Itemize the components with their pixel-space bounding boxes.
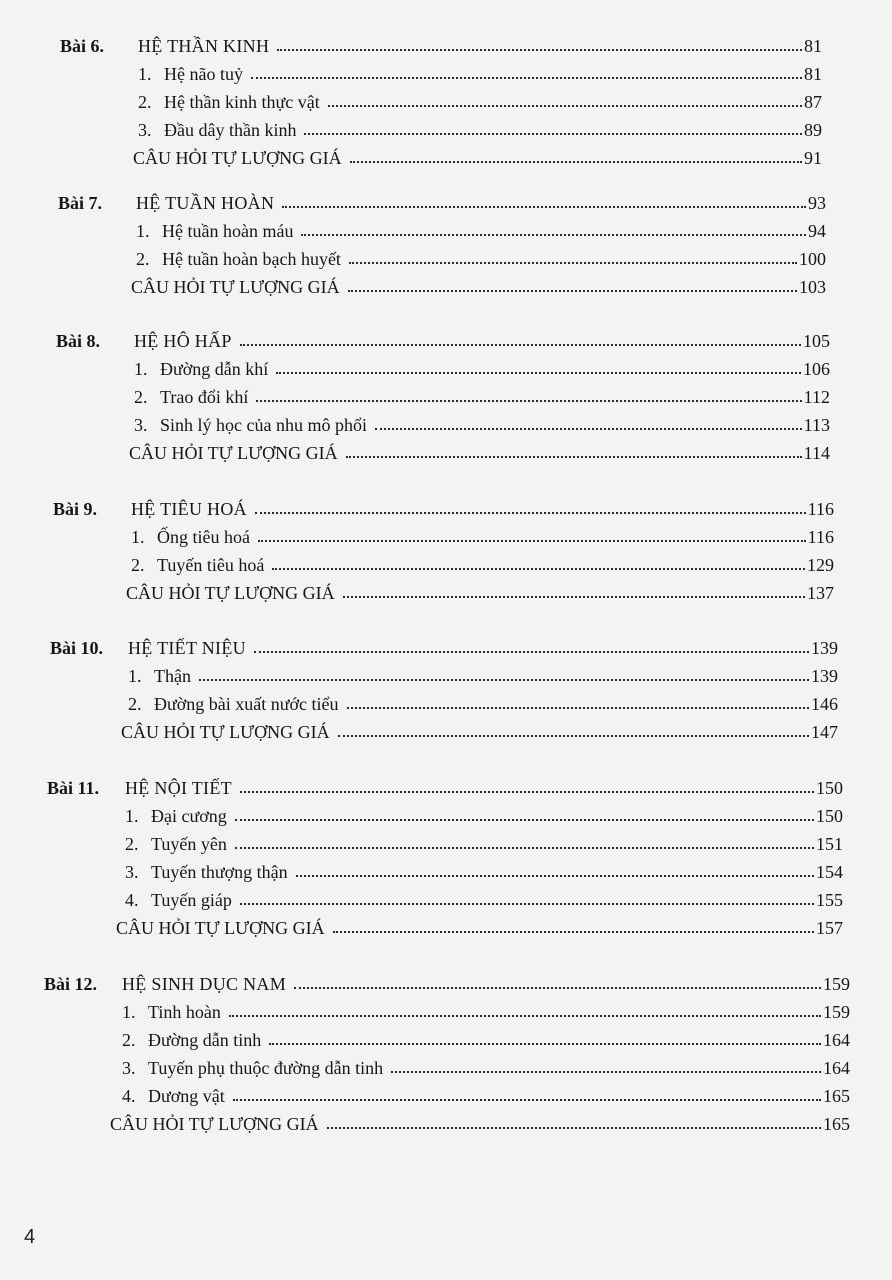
item-title: Ống tiêu hoá xyxy=(157,527,250,547)
page-reference: 94 xyxy=(808,221,826,241)
lesson-title: HỆ TUẦN HOÀN xyxy=(136,193,275,213)
item-number: 2. xyxy=(134,387,148,407)
toc-sub-entry xyxy=(125,826,843,854)
dot-leader xyxy=(333,931,814,933)
page-reference: 106 xyxy=(803,359,830,379)
item-number: 2. xyxy=(136,249,150,269)
item-number: 2. xyxy=(138,92,152,112)
item-number: 1. xyxy=(128,666,142,686)
dot-leader xyxy=(199,679,809,681)
item-title: Tuyến giáp xyxy=(151,890,232,910)
dot-leader xyxy=(256,400,801,402)
page-reference: 116 xyxy=(807,527,834,547)
dot-leader xyxy=(347,707,809,709)
page-reference: 164 xyxy=(823,1030,850,1050)
item-title: CÂU HỎI TỰ LƯỢNG GIÁ xyxy=(131,277,340,297)
dot-leader xyxy=(294,987,821,989)
lesson-label: Bài 11. xyxy=(47,778,100,798)
item-number: 3. xyxy=(134,415,148,435)
toc-review-entry xyxy=(116,910,843,938)
item-title: Đường dẫn tinh xyxy=(148,1030,262,1050)
page-reference: 147 xyxy=(811,722,838,742)
item-number: 1. xyxy=(131,527,145,547)
toc-sub-entry xyxy=(134,407,830,435)
item-title: Hệ não tuỷ xyxy=(164,64,243,84)
page-reference: 93 xyxy=(808,193,826,213)
toc-lesson-entry xyxy=(56,323,830,351)
dot-leader xyxy=(391,1071,821,1073)
toc-lesson-entry xyxy=(47,770,843,798)
dot-leader xyxy=(269,1043,821,1045)
dot-leader xyxy=(233,1099,821,1101)
lesson-label: Bài 12. xyxy=(44,974,98,994)
dot-leader xyxy=(240,903,814,905)
toc-review-entry xyxy=(121,714,838,742)
item-title: Tuyến yên xyxy=(151,834,227,854)
page-reference: 137 xyxy=(807,583,834,603)
item-number: 4. xyxy=(122,1086,136,1106)
toc-sub-entry xyxy=(122,1050,850,1078)
dot-leader xyxy=(240,791,814,793)
lesson-label: Bài 7. xyxy=(58,193,103,213)
dot-leader xyxy=(327,1127,821,1129)
lesson-title: HỆ HÔ HẤP xyxy=(134,331,232,351)
dot-leader xyxy=(343,596,805,598)
toc-sub-entry xyxy=(128,686,838,714)
toc-sub-entry xyxy=(134,379,830,407)
toc-review-entry xyxy=(126,575,834,603)
lesson-label: Bài 6. xyxy=(60,36,105,56)
toc-sub-entry xyxy=(131,547,834,575)
toc-sub-entry xyxy=(134,351,830,379)
toc-review-entry xyxy=(131,269,826,297)
dot-leader xyxy=(348,290,797,292)
dot-leader xyxy=(251,77,802,79)
toc-sub-entry xyxy=(138,56,822,84)
dot-leader xyxy=(254,651,809,653)
toc-sub-entry xyxy=(128,658,838,686)
item-title: Đường dẫn khí xyxy=(160,359,269,379)
item-number: 2. xyxy=(131,555,145,575)
dot-leader xyxy=(276,372,801,374)
item-title: Hệ tuần hoàn máu xyxy=(162,221,294,241)
item-title: Tinh hoàn xyxy=(148,1002,221,1022)
dot-leader xyxy=(240,344,801,346)
dot-leader xyxy=(296,875,814,877)
page-reference: 116 xyxy=(807,499,834,519)
dot-leader xyxy=(235,819,814,821)
page-reference: 155 xyxy=(816,890,843,910)
item-title: Đường bài xuất nước tiểu xyxy=(154,694,339,714)
toc-review-entry xyxy=(133,140,822,168)
toc-sub-entry xyxy=(131,519,834,547)
page-reference: 81 xyxy=(804,64,822,84)
item-title: CÂU HỎI TỰ LƯỢNG GIÁ xyxy=(126,583,335,603)
page-reference: 103 xyxy=(799,277,826,297)
toc-sub-entry xyxy=(138,112,822,140)
page-reference: 87 xyxy=(804,92,822,112)
item-title: CÂU HỎI TỰ LƯỢNG GIÁ xyxy=(121,722,330,742)
item-title: Dương vật xyxy=(148,1086,225,1106)
item-number: 1. xyxy=(125,806,139,826)
item-title: Thận xyxy=(154,666,191,686)
dot-leader xyxy=(350,161,802,163)
page-reference: 100 xyxy=(799,249,826,269)
item-title: Trao đổi khí xyxy=(160,387,249,407)
toc-lesson-entry xyxy=(50,630,838,658)
item-number: 1. xyxy=(134,359,148,379)
page-reference: 165 xyxy=(823,1114,850,1134)
item-number: 3. xyxy=(138,120,152,140)
page-reference: 129 xyxy=(807,555,834,575)
dot-leader xyxy=(258,540,806,542)
dot-leader xyxy=(328,105,802,107)
item-title: Tuyến thượng thận xyxy=(151,862,288,882)
item-title: Sinh lý học của nhu mô phổi xyxy=(160,415,367,435)
dot-leader xyxy=(282,206,806,208)
page-reference: 81 xyxy=(804,36,822,56)
page-reference: 113 xyxy=(803,415,830,435)
page-reference: 89 xyxy=(804,120,822,140)
dot-leader xyxy=(229,1015,821,1017)
item-number: 3. xyxy=(122,1058,136,1078)
toc-sub-entry xyxy=(122,1022,850,1050)
lesson-title: HỆ TIẾT NIỆU xyxy=(128,638,246,658)
toc-sub-entry xyxy=(138,84,822,112)
item-title: CÂU HỎI TỰ LƯỢNG GIÁ xyxy=(110,1114,319,1134)
page-reference: 114 xyxy=(803,443,830,463)
item-number: 2. xyxy=(128,694,142,714)
page-reference: 150 xyxy=(816,778,843,798)
lesson-label: Bài 8. xyxy=(56,331,101,351)
item-title: Tuyến phụ thuộc đường dẫn tinh xyxy=(148,1058,384,1078)
dot-leader xyxy=(235,847,814,849)
item-title: CÂU HỎI TỰ LƯỢNG GIÁ xyxy=(133,148,342,168)
dot-leader xyxy=(375,428,802,430)
toc-lesson-entry xyxy=(60,28,822,56)
dot-leader xyxy=(277,49,802,51)
lesson-title: HỆ THẦN KINH xyxy=(138,36,270,56)
item-title: Đầu dây thần kinh xyxy=(164,120,297,140)
page-reference: 146 xyxy=(811,694,838,714)
page-reference: 139 xyxy=(811,666,838,686)
page-number: 4 xyxy=(24,1226,36,1248)
dot-leader xyxy=(346,456,802,458)
page-reference: 139 xyxy=(811,638,838,658)
dot-leader xyxy=(301,234,806,236)
toc-sub-entry xyxy=(136,213,826,241)
toc-lesson-entry xyxy=(58,185,826,213)
item-number: 4. xyxy=(125,890,139,910)
item-number: 2. xyxy=(122,1030,136,1050)
dot-leader xyxy=(255,512,806,514)
page-reference: 159 xyxy=(823,1002,850,1022)
item-number: 1. xyxy=(136,221,150,241)
page-reference: 91 xyxy=(804,148,822,168)
item-title: Tuyến tiêu hoá xyxy=(157,555,265,575)
toc-sub-entry xyxy=(125,854,843,882)
toc-sub-entry xyxy=(122,994,850,1022)
lesson-title: HỆ SINH DỤC NAM xyxy=(122,974,287,994)
page-reference: 105 xyxy=(803,331,830,351)
page-reference: 112 xyxy=(803,387,830,407)
lesson-label: Bài 10. xyxy=(50,638,104,658)
page-reference: 157 xyxy=(816,918,843,938)
dot-leader xyxy=(349,262,797,264)
lesson-title: HỆ NỘI TIẾT xyxy=(125,778,232,798)
item-title: Đại cương xyxy=(151,806,227,826)
dot-leader xyxy=(304,133,802,135)
dot-leader xyxy=(272,568,805,570)
page-reference: 150 xyxy=(816,806,843,826)
page-reference: 165 xyxy=(823,1086,850,1106)
toc-sub-entry xyxy=(136,241,826,269)
page-reference: 164 xyxy=(823,1058,850,1078)
dot-leader xyxy=(338,735,809,737)
item-number: 2. xyxy=(125,834,139,854)
item-title: Hệ thần kinh thực vật xyxy=(164,92,320,112)
page-reference: 159 xyxy=(823,974,850,994)
item-title: CÂU HỎI TỰ LƯỢNG GIÁ xyxy=(129,443,338,463)
item-number: 3. xyxy=(125,862,139,882)
toc-sub-entry xyxy=(122,1078,850,1106)
toc-review-entry xyxy=(110,1106,850,1134)
item-title: CÂU HỎI TỰ LƯỢNG GIÁ xyxy=(116,918,325,938)
page-reference: 154 xyxy=(816,862,843,882)
item-number: 1. xyxy=(122,1002,136,1022)
lesson-label: Bài 9. xyxy=(53,499,98,519)
toc-lesson-entry xyxy=(44,966,850,994)
toc-sub-entry xyxy=(125,882,843,910)
lesson-title: HỆ TIÊU HOÁ xyxy=(131,499,247,519)
toc-lesson-entry xyxy=(53,491,834,519)
toc-review-entry xyxy=(129,435,830,463)
item-number: 1. xyxy=(138,64,152,84)
toc-sub-entry xyxy=(125,798,843,826)
item-title: Hệ tuần hoàn bạch huyết xyxy=(162,249,341,269)
page-reference: 151 xyxy=(816,834,843,854)
